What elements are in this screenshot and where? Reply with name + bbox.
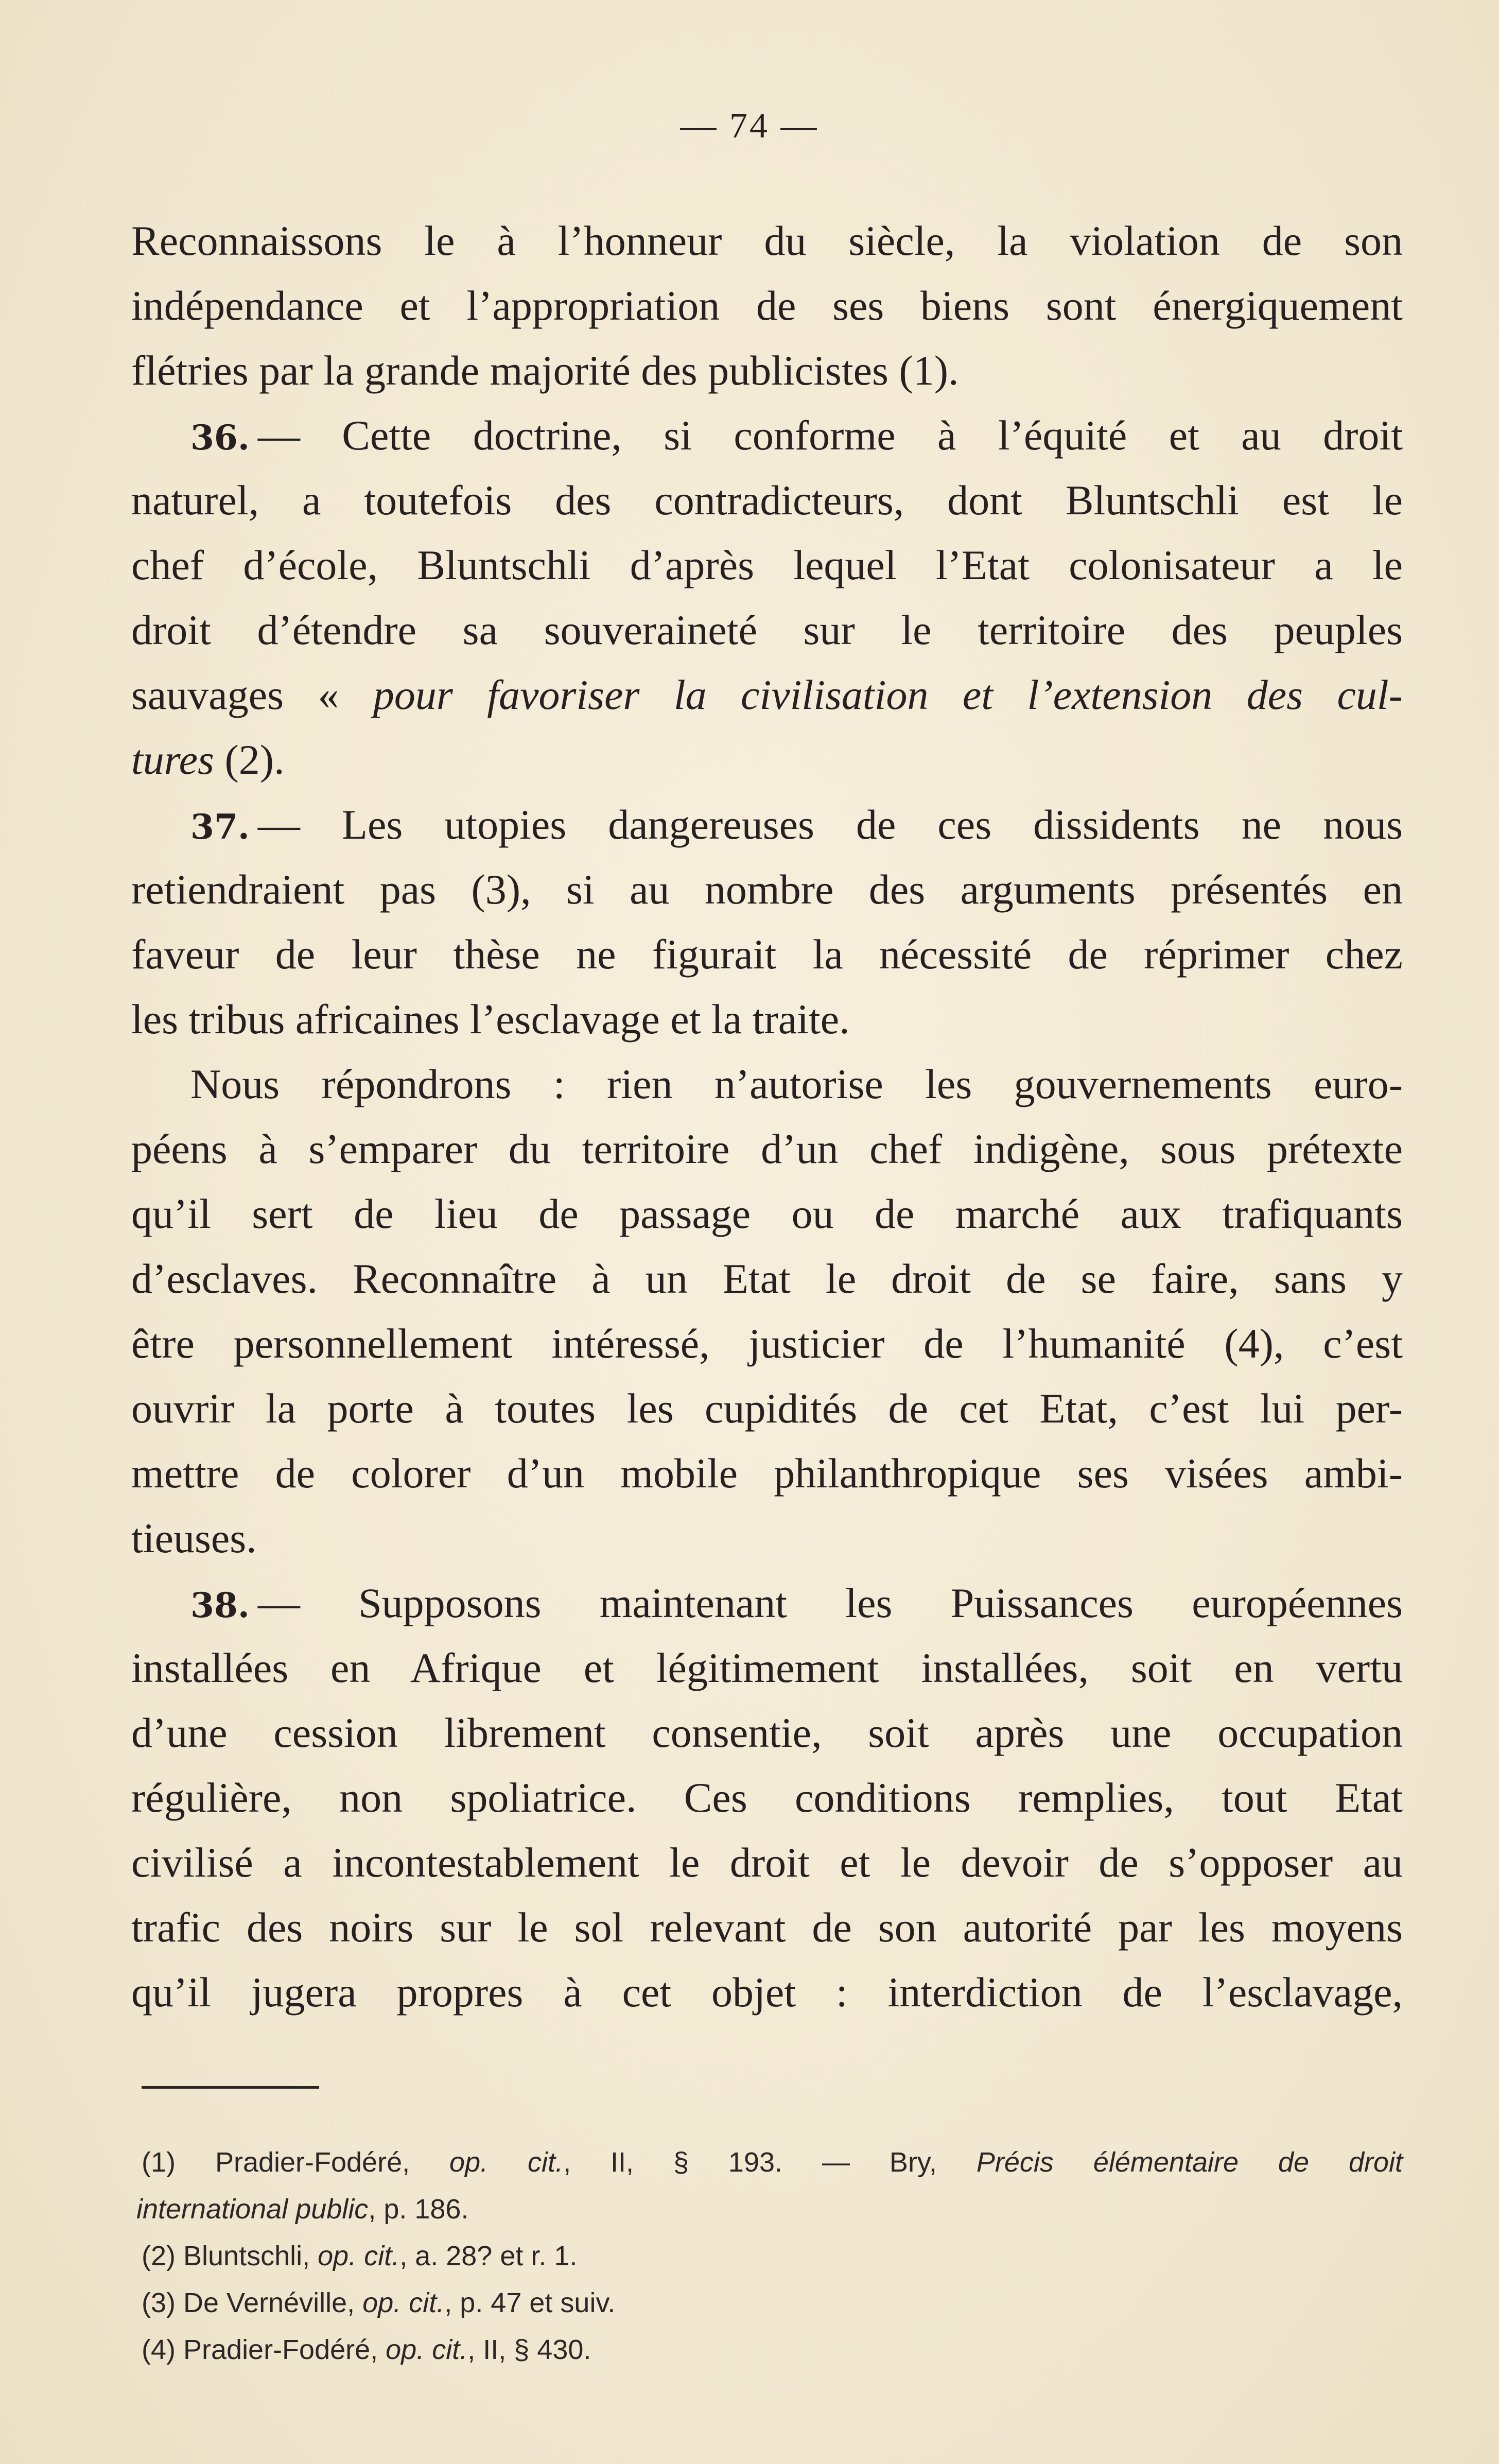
footnote-3 — [142, 2280, 1403, 2327]
footnote-4 — [142, 2327, 1403, 2373]
text-line: être personnellement intéressé, justicier de l’humanité (4), c’est — [131, 1320, 1403, 1367]
text-line: les tribus africaines l’esclavage et la traite. — [131, 996, 850, 1043]
text-span: — Supposons maintenant les Puissances européennes — [257, 1580, 1403, 1626]
footnote-text: (4) Pradier-Fodéré, — [142, 2334, 386, 2365]
text-line: droit d’étendre sa souveraineté sur le territoire des peuples — [131, 606, 1403, 653]
footnote-italic: op. cit. — [318, 2241, 400, 2271]
text-span: — Cette doctrine, si conforme à l’équité et au droit — [257, 412, 1403, 459]
footnote-text: , a. 28? et r. 1. — [399, 2241, 578, 2271]
text-line — [131, 792, 1403, 857]
footnote-1-continued — [136, 2186, 1403, 2233]
footnote-italic: op. cit. — [449, 2147, 564, 2178]
text-line: installées en Afrique et légitimement installées, soit en vertu — [131, 1644, 1403, 1691]
section-number: 36. — [190, 418, 250, 458]
text-line: Reconnaissons le à l’honneur du siècle, la violation de son — [131, 217, 1403, 264]
text-line: ouvrir la porte à toutes les cupidités de cet Etat, c’est lui per- — [131, 1385, 1403, 1432]
footnote-2 — [142, 2233, 1403, 2280]
page-number: — 74 — — [680, 106, 819, 146]
footnote-italic: op. cit. — [362, 2287, 445, 2318]
footnote-italic: Précis élémentaire de droit — [976, 2147, 1403, 2178]
text-span: (2). — [214, 736, 285, 783]
text-line: d’esclaves. Reconnaître à un Etat le droit de se faire, sans y — [131, 1255, 1403, 1302]
text-line — [131, 1571, 1403, 1636]
text-line: chef d’école, Bluntschli d’après lequel l’Etat colonisateur a le — [131, 542, 1403, 588]
footnote-italic: op. cit. — [386, 2334, 468, 2365]
text-line — [131, 727, 1403, 792]
text-line: mettre de colorer d’un mobile philanthropique ses visées ambi- — [131, 1450, 1403, 1497]
footnote-italic: international public — [136, 2194, 369, 2225]
footnote-text: , p. 47 et suiv. — [444, 2287, 616, 2318]
quoted-italic-text: tures — [131, 736, 214, 783]
text-line: d’une cession librement consentie, soit après une occupation — [131, 1709, 1403, 1756]
body-text — [131, 209, 1403, 2025]
text-line: naturel, a toutefois des contradicteurs, dont Bluntschli est le — [131, 477, 1403, 524]
text-line — [131, 663, 1403, 727]
text-line: retiendraient pas (3), si au nombre des arguments présentés en — [131, 866, 1403, 913]
text-line: faveur de leur thèse ne figurait la nécessité de réprimer chez — [131, 931, 1403, 978]
footnote-text: , II, § 193. — Bry, — [563, 2147, 977, 2178]
text-line: Nous répondrons : rien n’autorise les gouvernements euro- — [190, 1061, 1403, 1107]
quoted-italic-text: pour favoriser la civilisation et l’extension des cul- — [373, 671, 1403, 718]
footnote-separator — [142, 2086, 319, 2089]
text-line: civilisé a incontestablement le droit et le devoir de s’opposer au — [131, 1839, 1403, 1886]
text-line: péens à s’emparer du territoire d’un chef indigène, sous prétexte — [131, 1125, 1403, 1172]
text-line: régulière, non spoliatrice. Ces conditions remplies, tout Etat — [131, 1774, 1403, 1821]
text-line: tieuses. — [131, 1515, 257, 1561]
text-span: — Les utopies dangereuses de ces dissidents ne nous — [257, 801, 1403, 848]
footnote-text: (1) Pradier-Fodéré, — [142, 2147, 450, 2178]
footnote-text: (3) De Vernéville, — [142, 2287, 363, 2318]
text-line: flétries par la grande majorité des publicistes (1). — [131, 347, 959, 394]
text-line: indépendance et l’appropriation de ses biens sont énergiquement — [131, 282, 1403, 329]
text-span: sauvages « — [131, 671, 373, 718]
section-number: 37. — [190, 807, 250, 847]
footnotes — [136, 2139, 1403, 2373]
text-line: qu’il jugera propres à cet objet : interdiction de l’esclavage, — [131, 1969, 1403, 2016]
footnote-1 — [142, 2139, 1403, 2186]
section-number: 38. — [190, 1585, 250, 1625]
text-line: qu’il sert de lieu de passage ou de marché aux trafiquants — [131, 1190, 1403, 1237]
footnote-text: , II, § 430. — [467, 2334, 591, 2365]
text-line — [131, 403, 1403, 468]
footnote-text: , p. 186. — [368, 2194, 469, 2225]
footnote-text: (2) Bluntschli, — [142, 2241, 318, 2271]
text-line: trafic des noirs sur le sol relevant de son autorité par les moyens — [131, 1904, 1403, 1951]
